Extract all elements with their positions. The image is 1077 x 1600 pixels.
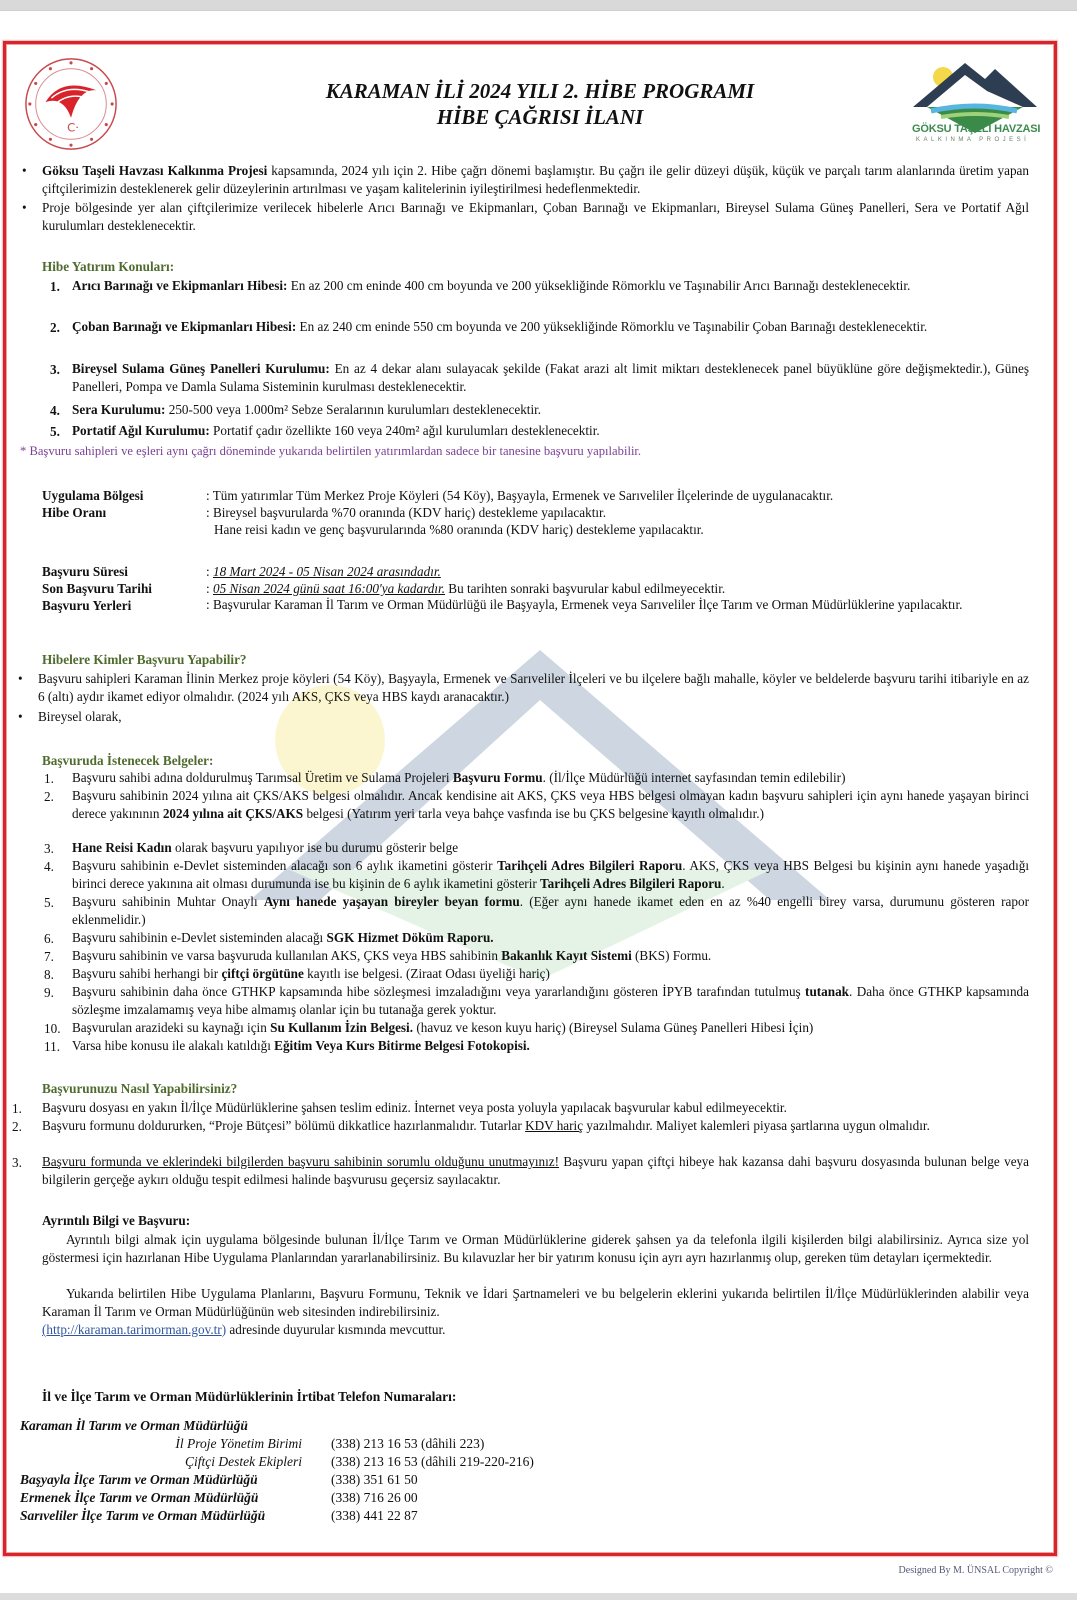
bold-text: Bakanlık Kayıt Sistemi — [501, 948, 632, 963]
document-item — [72, 769, 1029, 787]
text: Başvuru sahibinin ve varsa başvuruda kullanılan AKS, ÇKS veya HBS sahibinin — [72, 948, 502, 963]
document-number: 11. — [44, 1039, 60, 1054]
document-item — [72, 857, 1029, 893]
info-heading: Ayrıntılı Bilgi ve Başvuru: — [42, 1213, 191, 1228]
text: . Daha önce GTHKP kapsamında sözleşme imzalamamış veya hibe almamış olanlar için bu tutanağa gerek yoktur. — [72, 984, 1029, 1017]
underlined-text: KDV hariç — [525, 1118, 584, 1133]
contacts-heading: İl ve İlçe Tarım ve Orman Müdürlüklerinin İrtibat Telefon Numaraları: — [42, 1389, 457, 1404]
text: yazılmalıdır. Maliyet kalemleri piyasa şartlarına uygun olmalıdır. — [583, 1118, 930, 1133]
svg-text:C·: C· — [67, 120, 80, 135]
eligibility-heading: Hibelere Kimler Başvuru Yapabilir? — [42, 652, 247, 667]
bold-text: Başvuru Formu — [452, 770, 543, 785]
document-item — [72, 947, 1029, 965]
investment-desc: En az 240 cm eninde 550 cm boyunda ve 200 yüksekliğinde Römorklu ve Taşınabilir Çoban Barınağı desteklenecektir. — [296, 319, 928, 334]
text: Başvuru yapan çiftçi hibeye hak kazansa dahi başvuru dosyasında bulunan belge veya bilgilerin gerçeğe aykırı olduğu tespit edilmesi halinde başvurusu geçersiz sayılacaktır. — [42, 1154, 1029, 1187]
project-logo-name: GÖKSU TAŞELİ HAVZASI — [912, 123, 1041, 135]
text: Varsa hibe konusu ile alakalı katıldığı — [72, 1038, 275, 1053]
howto-item — [42, 1117, 1029, 1135]
text: Başvuru dosyası en yakın İl/İlçe Müdürlüklerine şahsen teslim ediniz. İnternet veya posta yoluyla yapılacak başvurular kabul edilmeyecektir. — [42, 1100, 787, 1115]
contact-label: Başyayla İlçe Tarım ve Orman Müdürlüğü — [20, 1472, 258, 1487]
document-item — [72, 839, 1029, 857]
text: . AKS, ÇKS veya HBS Belgesi bu kişinin aynı hanede yaşadığı birinci derece yakınına ait olması durumunda ise bu kişinin de 6 aylık ikametini gösterir — [72, 858, 1029, 891]
bold-text: Eğitim Veya Kurs Bitirme Belgesi Fotokopisi. — [274, 1038, 530, 1053]
investment-item-4 — [72, 401, 1029, 419]
text: (havuz ve keson kuyu hariç) (Bireysel Sulama Güneş Panelleri Hibesi İçin) — [413, 1020, 814, 1035]
text: kayıtlı ise belgesi. (Ziraat Odası üyeliği hariç) — [303, 966, 550, 981]
deadline-note: Bu tarihten sonraki başvurular kabul edilmeyecektir. — [445, 581, 726, 596]
text: Başvuru sahibi adına doldurulmuş Tarımsal Üretim ve Sulama Projeleri — [72, 770, 453, 785]
period-label: Başvuru Süresi — [42, 564, 128, 579]
document-number: 9. — [44, 985, 54, 1000]
region-label: Uygulama Bölgesi — [42, 488, 144, 503]
contact-phone: (338) 441 22 87 — [331, 1508, 418, 1523]
document-number: 3. — [44, 841, 54, 856]
region-value: : Tüm yatırımlar Tüm Merkez Proje Köyleri (54 Köy), Başyayla, Ermenek ve Sarıveliler İlçelerinde de uygulanacaktır. — [206, 488, 834, 503]
investment-title: Çoban Barınağı ve Ekipmanları Hibesi: — [72, 319, 297, 334]
title-line-2: HİBE ÇAĞRISI İLANI — [436, 105, 644, 129]
intro-bullet-2-text: Proje bölgesinde yer alan çiftçilerimize verilecek hibelerle Arıcı Barınağı ve Ekipmanları, Çoban Barınağı ve Ekipmanları, Bireysel Sulama Güneş Panelleri, Sera ve Portatif Ağıl kurulumları desteklenecektir. — [42, 200, 1029, 233]
text: olarak başvuru yapılıyor ise bu durumu gösterir belge — [171, 840, 459, 855]
investment-number: 2. — [50, 320, 60, 335]
places-label: Başvuru Yerleri — [42, 598, 132, 613]
page-title — [200, 78, 880, 130]
text: belgesi (Yatırım yeri tarla veya bahçe vasfında ise bu ÇKS belgesine kayıtlı olmalıdır.) — [303, 806, 764, 821]
investment-item-3 — [72, 360, 1029, 396]
contact-label: Çiftçi Destek Ekipleri — [185, 1454, 302, 1469]
investment-number: 5. — [50, 424, 60, 439]
text: Başvuru sahibinin Muhtar Onaylı — [72, 894, 264, 909]
project-logo-subtitle: KALKINMA PROJESİ — [916, 137, 1030, 143]
contact-main-office: Karaman İl Tarım ve Orman Müdürlüğü — [20, 1418, 248, 1433]
deadline-label: Son Başvuru Tarihi — [42, 581, 152, 596]
howto-heading: Başvurunuzu Nasıl Yapabilirsiniz? — [42, 1081, 238, 1096]
eligibility-item-1: • Başvuru sahipleri Karaman İlinin Merkez proje köyleri (54 Köy), Başyayla, Ermenek ve Sarıveliler İlçeleri ve bu ilçelere bağlı mahalle, köyler ve beldelerde başvuru tarihi itibariyle en az 6 (altı) aydır ikamet ediyor olmalıdır. (2024 yılı AKS, ÇKS veya HBS kaydı aranacaktır.) — [38, 670, 1029, 706]
rate-label: Hibe Oranı — [42, 505, 107, 520]
bold-text: Tarihçeli Adres Bilgileri Raporu — [497, 858, 683, 873]
info-link-line: (http://karaman.tarimorman.gov.tr) adresinde duyurular kısmında mevcuttur. — [42, 1322, 446, 1337]
contact-phone: (338) 716 26 00 — [331, 1490, 418, 1505]
period-value: : 18 Mart 2024 - 05 Nisan 2024 arasındadır. — [206, 564, 441, 579]
howto-item — [42, 1153, 1029, 1189]
investments-note: * Başvuru sahipleri ve eşleri aynı çağrı döneminde yukarıda belirtilen yatırımlardan sadece bir tanesine başvuru yapılabilir. — [20, 444, 642, 458]
intro-bullet-1-text: kapsamında, 2024 yılı için 2. Hibe çağrı dönemi başlamıştır. Bu çağrı ile gelir düzeyi düşük, küçük ve parçalı tarım alanlarında üretim yapan çiftçilerimizin desteklenerek gelir düzeylerinin artırılması ve yaşam kalitelerinin iyileştirilmesi hedeflenmektedir. — [42, 163, 1030, 196]
investment-item-1 — [72, 277, 1029, 295]
howto-number: 2. — [12, 1119, 22, 1134]
bold-text: Hane Reisi Kadın — [72, 840, 172, 855]
document-item — [72, 893, 1029, 929]
text: Başvuru sahibinin 2024 yılına ait ÇKS/AKS belgesi olmalıdır. Ancak kendisine ait AKS, ÇKS veya HBS belgesi olmayan kadın başvuru sahipleri için aynı hanede yaşayan birinci derece yakınının — [72, 788, 1029, 821]
info-paragraph-2: Yukarıda belirtilen Hibe Uygulama Planlarını, Başvuru Formunu, Teknik ve İdari Şartnameleri ve bu belgelerin eklerini yukarıda belirtilen İl/İlçe Müdürlüklerinden alabilir veya Karaman İl Tarım ve Orman Müdürlüğünün web sitesinden indirebilirsiniz. — [42, 1286, 1029, 1319]
document-number: 8. — [44, 967, 54, 982]
investment-title: Portatif Ağıl Kurulumu: — [72, 423, 210, 438]
underlined-text: Başvuru formunda ve eklerindeki bilgilerden başvuru sahibinin sorumlu olduğunu unutmayınız! — [42, 1154, 559, 1169]
designed-by-credit: Designed By M. ÜNSAL Copyright © — [898, 1565, 1053, 1576]
places-value: : Başvurular Karaman İl Tarım ve Orman Müdürlüğü ile Başyayla, Ermenek veya Sarıveliler İlçe Tarım ve Orman Müdürlüklerine yapılacaktır. — [206, 597, 963, 612]
howto-number: 1. — [12, 1101, 22, 1116]
investment-title: Sera Kurulumu: — [72, 402, 166, 417]
bold-text: çiftçi örgütüne — [221, 966, 304, 981]
howto-item — [42, 1099, 1029, 1117]
investment-title: Arıcı Barınağı ve Ekipmanları Hibesi: — [72, 278, 288, 293]
deadline-value: : 05 Nisan 2024 günü saat 16:00'ya kadardır. Bu tarihten sonraki başvurular kabul edilmeyecektir. — [206, 581, 726, 596]
text: Başvuru sahibinin daha önce GTHKP kapsamında hibe sözleşmesi imzaladığını veya yararlandığını gösteren İPYB tarafından tutulmuş — [72, 984, 806, 999]
investment-title: Bireysel Sulama Güneş Panelleri Kurulumu: — [72, 361, 330, 376]
document-number: 10. — [44, 1021, 61, 1036]
investment-item-2 — [72, 318, 1029, 336]
investment-item-5 — [72, 422, 1029, 440]
bold-text: tutanak — [805, 984, 850, 999]
viewer-top-bar — [0, 0, 1077, 11]
howto-number: 3. — [12, 1155, 22, 1170]
contact-label: Sarıveliler İlçe Tarım ve Orman Müdürlüğü — [20, 1508, 266, 1523]
investment-number: 1. — [50, 279, 60, 294]
text: . (Eğer aynı hanede ikamet eden en az %40 engelli birey varsa, durumunu gösteren rapor eklenmelidir.) — [72, 894, 1029, 927]
contact-phone: (338) 351 61 50 — [331, 1472, 418, 1487]
viewer-bottom-bar — [0, 1593, 1077, 1600]
text: Başvuru sahibi herhangi bir — [72, 966, 222, 981]
bold-text: Su Kullanım İzin Belgesi. — [270, 1020, 414, 1035]
rate-value-1: : Bireysel başvurularda %70 oranında (KDV hariç) destekleme yapılacaktır. — [206, 505, 607, 520]
eligibility-item-2: • Bireysel olarak, — [38, 708, 1029, 726]
info-paragraph-1: Ayrıntılı bilgi almak için uygulama bölgesinde bulunan İl/İlçe Tarım ve Orman Müdürlüklerine giderek şahsen ya da telefonla ilgili kişilerden bilgi alabilirsiniz. Ayrıca size yol göstermesi için hazırlanan Hibe Uygulama Planlarından yararlanabilirsiniz. Bu kılavuzlar her bir yatırım konusu için ayrı ayrı hazırlanmış olup, gereken tüm detayları içermektedir. — [42, 1232, 1029, 1265]
documents-heading: Başvuruda İstenecek Belgeler: — [42, 753, 214, 768]
investment-desc: 250-500 veya 1.000m² Sebze Seralarının kurulumları desteklenecektir. — [165, 402, 542, 417]
text: Başvuru sahibinin e-Devlet sisteminden alacağı — [72, 930, 327, 945]
investment-number: 3. — [50, 362, 60, 377]
rate-value-2: Hane reisi kadın ve genç başvurularında %80 oranında (KDV hariç) destekleme yapılacaktır. — [214, 522, 704, 537]
document-item — [72, 965, 1029, 983]
document-number: 7. — [44, 949, 54, 964]
investment-number: 4. — [50, 403, 60, 418]
link-open-paren: ( — [42, 1322, 47, 1337]
bold-text: 2024 yılına ait ÇKS/AKS — [162, 806, 304, 821]
contact-label: Ermenek İlçe Tarım ve Orman Müdürlüğü — [20, 1490, 259, 1505]
text: (BKS) Formu. — [631, 948, 712, 963]
link-tail: adresinde duyurular kısmında mevcuttur. — [226, 1322, 446, 1337]
document-number: 1. — [44, 771, 54, 786]
text: Başvurulan arazideki su kaynağı için — [72, 1020, 271, 1035]
intro-bullet-2 — [42, 199, 1029, 235]
intro-bullet-1-bold: Göksu Taşeli Havzası Kalkınma Projesi — [42, 163, 268, 178]
document-item — [72, 983, 1029, 1019]
investments-heading: Hibe Yatırım Konuları: — [42, 259, 175, 274]
document-item — [72, 1037, 1029, 1055]
bold-text: SGK Hizmet Döküm Raporu. — [326, 930, 494, 945]
investment-desc: En az 4 dekar alanı sulayacak şekilde (Fakat arazi alt limit miktarı desteklenecek panel büyüklüne göre değişmektedir.), Güneş Panelleri, Pompa ve Damla Sulama Sisteminin kurulması desteklenecektir. — [72, 361, 1029, 394]
deadline-date: 05 Nisan 2024 günü saat 16:00'ya kadardır. — [212, 581, 445, 596]
website-link[interactable]: http://karaman.tarimorman.gov.tr — [46, 1322, 222, 1337]
contact-label: İl Proje Yönetim Birimi — [175, 1436, 302, 1451]
text: . (İl/İlçe Müdürlüğü internet sayfasından temin edilebilir) — [542, 770, 846, 785]
text: . — [721, 876, 725, 891]
investment-desc: Portatif çadır özellikte 160 veya 240m² ağıl kurulumları desteklenecektir. — [209, 423, 600, 438]
document-number: 5. — [44, 895, 54, 910]
text: Başvuru sahibinin e-Devlet sisteminden alacağı son 6 aylık ikametini gösterir — [72, 858, 498, 873]
intro-bullet-1 — [42, 162, 1029, 198]
contact-phone: (338) 213 16 53 (dâhili 219-220-216) — [331, 1454, 534, 1469]
document-item — [72, 1019, 1029, 1037]
document-item — [72, 787, 1029, 823]
text: Başvuru formunu doldururken, “Proje Bütçesi” bölümü dikkatlice hazırlanmalıdır. Tutarlar — [42, 1118, 526, 1133]
document-item — [72, 929, 1029, 947]
contact-phone: (338) 213 16 53 (dâhili 223) — [331, 1436, 485, 1451]
investment-desc: En az 200 cm eninde 400 cm boyunda ve 200 yüksekliğinde Römorklu ve Taşınabilir Arıcı Barınağı desteklenecektir. — [287, 278, 911, 293]
ministry-emblem-icon — [22, 55, 120, 153]
document-number: 4. — [44, 859, 54, 874]
bold-text: Tarihçeli Adres Bilgileri Raporu — [540, 876, 722, 891]
bold-text: Aynı hanede yaşayan bireyler beyan formu — [263, 894, 520, 909]
period-dates: 18 Mart 2024 - 05 Nisan 2024 arasındadır. — [212, 564, 441, 579]
document-number: 2. — [44, 789, 54, 804]
document-number: 6. — [44, 931, 54, 946]
title-line-1: KARAMAN İLİ 2024 YILI 2. HİBE PROGRAMI — [325, 79, 755, 103]
